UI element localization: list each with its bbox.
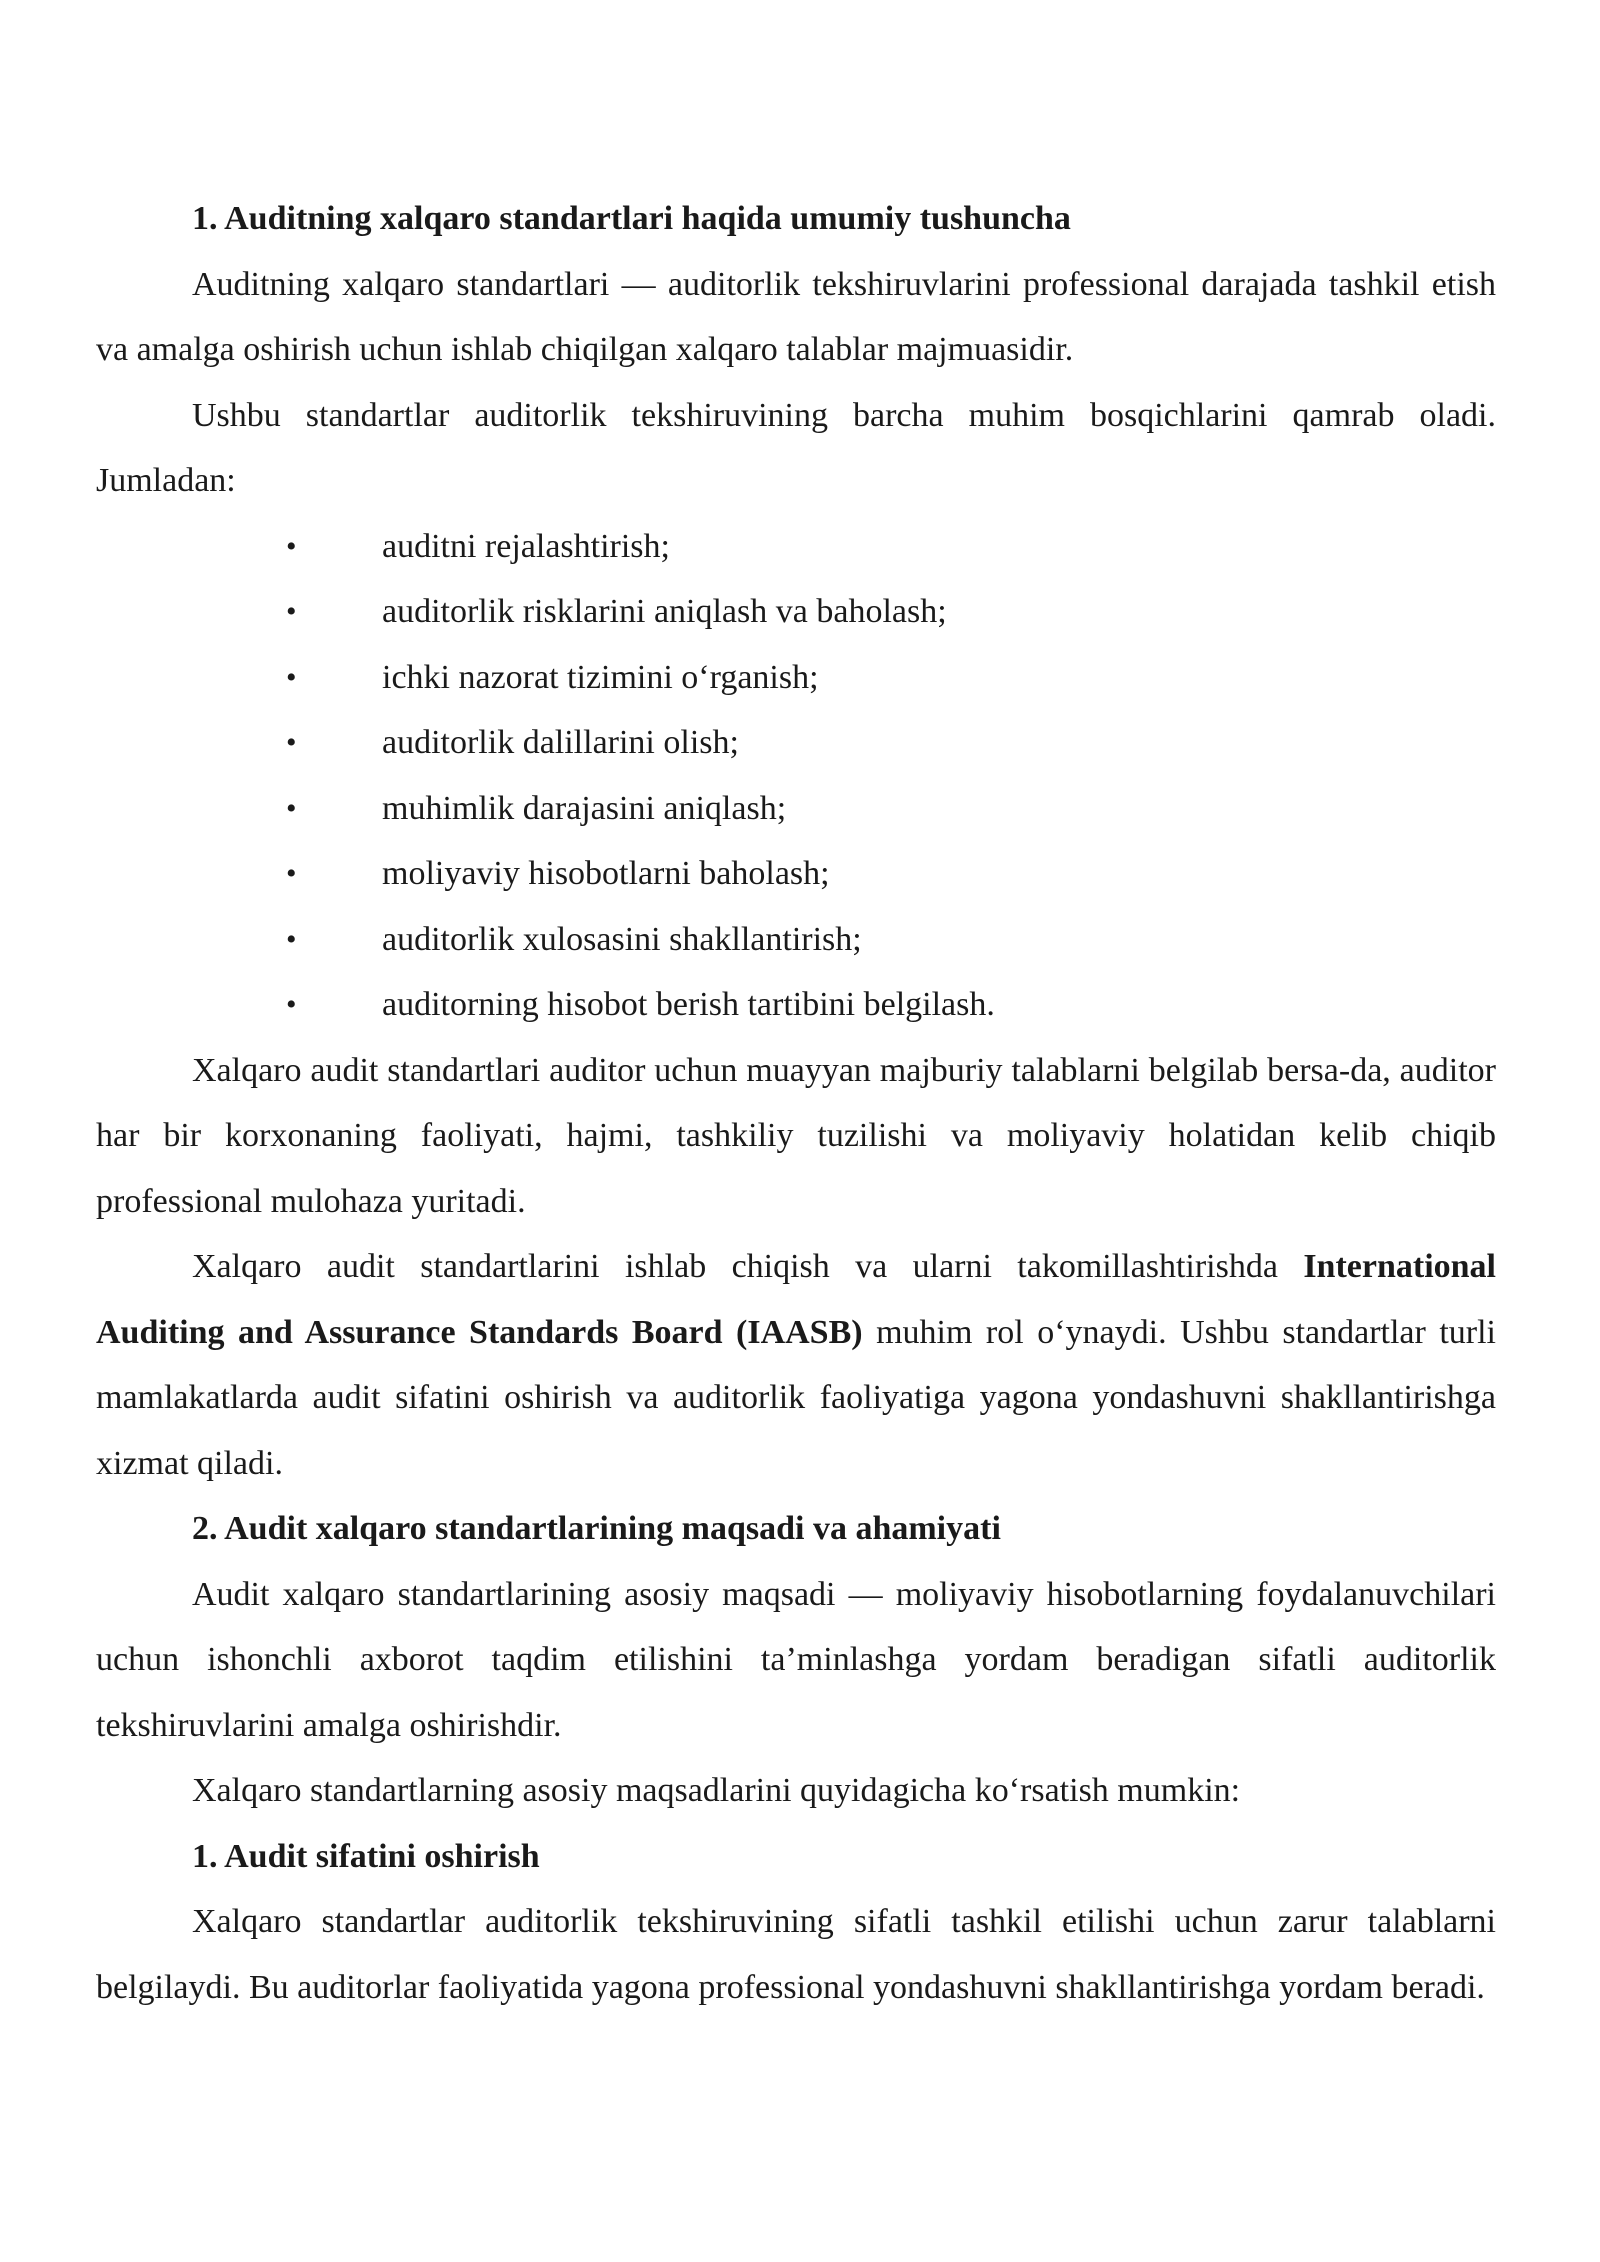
paragraph-text: Xalqaro audit standartlarini ishlab chiqish va ularni takomillashtirishda [192,1248,1304,1285]
bullet-icon: • [286,857,297,890]
list-item-text: auditorning hisobot berish tartibini belgilash. [382,986,995,1023]
bullet-icon: • [286,726,297,759]
document-body [96,186,1496,2020]
list-item [96,972,1496,1038]
list-item [96,907,1496,973]
list-item [96,776,1496,842]
list-item [96,841,1496,907]
list-item-text: auditni rejalashtirish; [382,527,670,565]
paragraph: Xalqaro audit standartlari auditor uchun muayyan majburiy talablarni belgilab bersa-da, auditor har bir korxonaning faoliyati, hajmi, tashkiliy tuzilishi va moliyaviy holatidan kelib chiqib professional mulohaza yuritadi. [96,1051,1496,1220]
section-heading-1: 1. Auditning xalqaro standartlari haqida umumiy tushuncha [192,200,1071,237]
bullet-icon: • [286,922,297,956]
list-item [96,710,1496,776]
organization-name: International Auditing and Assurance Standards Board (IAASB) [96,1248,1496,1351]
subsection-heading: 1. Audit sifatini oshirish [192,1837,540,1875]
paragraph: Ushbu standartlar auditorlik tekshiruvining barcha muhim bosqichlarini qamrab oladi. Jumladan: [96,396,1496,499]
bullet-icon: • [286,529,297,563]
paragraph: Audit xalqaro standartlarining asosiy maqsadi — moliyaviy hisobotlarning foydalanuvchilari uchun ishonchli axborot taqdim etilishini ta’minlashga yordam beradigan sifatli auditorlik tekshiruvlarini amalga oshirishdir. [96,1575,1496,1744]
list-item-text: moliyaviy hisobotlarni baholash; [382,855,830,892]
paragraph-text: muhim rol o‘ynaydi. Ushbu standartlar turli mamlakatlarda audit sifatini oshirish va auditorlik faoliyatiga yagona yondashuvni shakllantirishga xizmat qiladi. [96,1313,1497,1482]
list-item [96,514,1496,580]
list-item-text: auditorlik dalillarini olish; [382,724,739,761]
list-item-text: ichki nazorat tizimini o‘rganish; [382,658,819,696]
bullet-icon: • [286,595,297,628]
list-item-text: auditorlik risklarini aniqlash va baholash; [382,593,947,630]
paragraph: Xalqaro standartlarning asosiy maqsadlarini quyidagicha ko‘rsatish mumkin: [192,1772,1241,1809]
paragraph: Xalqaro standartlar auditorlik tekshiruvining sifatli tashkil etilishi uchun zarur talablarni belgilaydi. Bu auditorlar faoliyatida yagona professional yondashuvni shakllantirishga yordam beradi. [96,1903,1496,2006]
bullet-list [96,514,1496,1038]
section-heading-2: 2. Audit xalqaro standartlarining maqsadi va ahamiyati [192,1510,1001,1547]
list-item-text: muhimlik darajasini aniqlash; [382,789,787,827]
list-item-text: auditorlik xulosasini shakllantirish; [382,920,862,958]
bullet-icon: • [286,988,297,1021]
bullet-icon: • [286,791,297,825]
paragraph: Auditning xalqaro standartlari — auditorlik tekshiruvlarini professional darajada tashkil etish va amalga oshirish uchun ishlab chiqilgan xalqaro talablar majmuasidir. [96,265,1496,368]
list-item [96,579,1496,645]
paragraph-iaasb [96,1234,1496,1496]
list-item [96,645,1496,711]
bullet-icon: • [286,660,297,694]
